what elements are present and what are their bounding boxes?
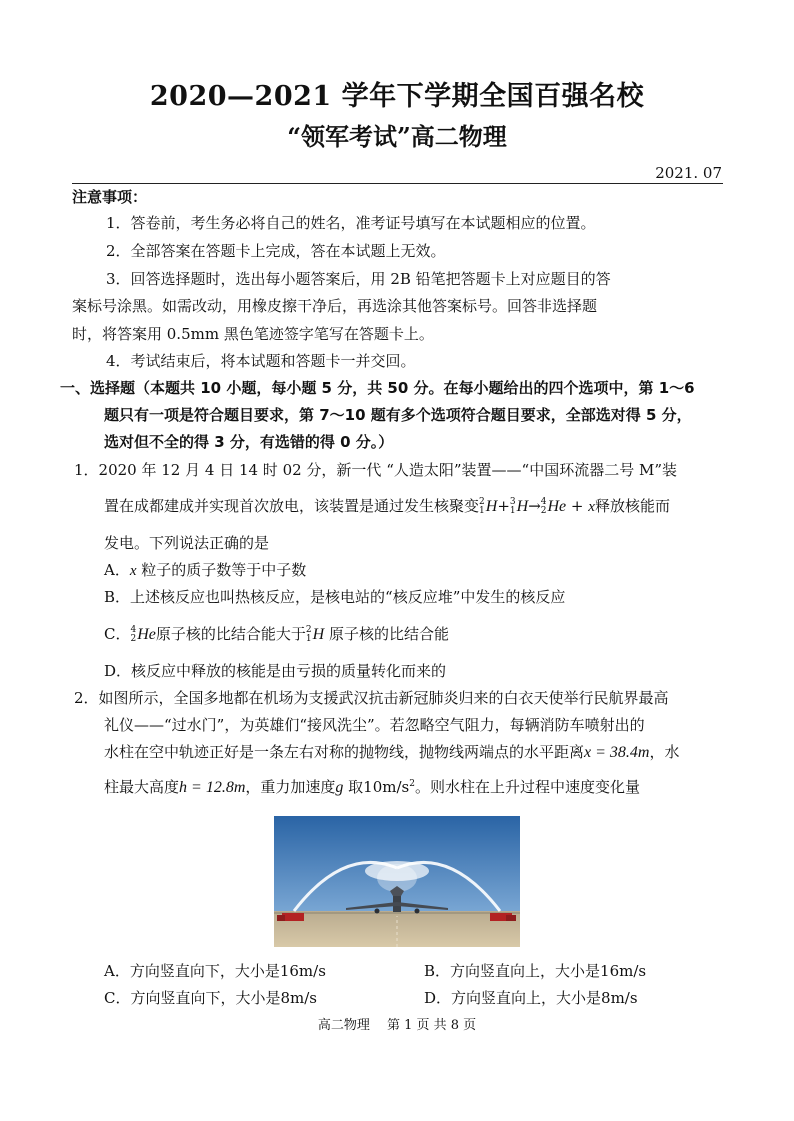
- q1-stem-line2: [104, 495, 670, 516]
- note-1: 1．答卷前，考生务必将自己的姓名，准考证号填写在本试题相应的位置。: [106, 214, 596, 232]
- q1-stem-line1: 1．2020 年 12 月 4 日 14 时 02 分，新一代 “人造太阳”装置——“中国环流器二号 M”装: [74, 461, 678, 479]
- q1-option-b: B．上述核反应也叫热核反应，是核电站的“核反应堆”中发生的核反应: [104, 588, 566, 606]
- note-3-cont: 案标号涂黑。如需改动，用橡皮擦干净后，再选涂其他答案标号。回答非选择题: [72, 297, 598, 315]
- section-heading-cont2: 选对但不全的得 3 分，有选错的得 0 分。）: [104, 433, 394, 451]
- q2-option-b: B．方向竖直向上，大小是16m/s: [424, 962, 647, 980]
- q2-option-a: A．方向竖直向下，大小是16m/s: [104, 962, 326, 980]
- nuclide-tritium: 3 1 H: [509, 497, 529, 516]
- height-eq: h = 12.8m: [179, 779, 246, 796]
- nuclide-deuterium-c: 2 1 H: [305, 625, 325, 644]
- header-rule: [72, 183, 723, 184]
- q2-stem-line2: 礼仪——“过水门”，为英雄们“接风洗尘”。若忽略空气阻力，每辆消防车喷射出的: [104, 716, 645, 734]
- q2-stem-line3: 水柱在空中轨迹正好是一条左右对称的抛物线，抛物线两端点的水平距离x = 38.4m，水: [104, 743, 680, 761]
- plus-sign-2: +: [566, 497, 589, 515]
- q1-stem-line3: 发电。下列说法正确的是: [104, 534, 270, 552]
- exam-subtitle: “领军考试”高二物理: [287, 122, 507, 151]
- water-salute-photo: [274, 816, 520, 947]
- q1-option-d: D．核反应中释放的核能是由亏损的质量转化而来的: [104, 662, 447, 680]
- note-4: 4．考试结束后，将本试题和答题卡一并交回。: [106, 352, 416, 370]
- section-heading: 一、选择题（本题共 10 小题，每小题 5 分，共 50 分。在每小题给出的四个选项中，第 1～6: [60, 379, 695, 397]
- q1-stem-tail: 释放核能而: [594, 497, 670, 515]
- q1-option-c: C． 4 2 He 原子核的比结合能大于 2 1 H 原子核的比结合能: [104, 625, 449, 644]
- note-2: 2．全部答案在答题卡上完成，答在本试题上无效。: [106, 242, 446, 260]
- nuclide-helium-c: 4 2 He: [130, 625, 156, 644]
- note-3-cont2: 时，将答案用 0.5mm 黑色笔迹签字笔写在答题卡上。: [72, 325, 434, 343]
- q1-option-a: A．x 粒子的质子数等于中子数: [104, 561, 307, 579]
- nuclide-deuterium: 2 1 H: [479, 497, 498, 516]
- q2-option-d: D．方向竖直向上，大小是8m/s: [424, 989, 638, 1007]
- particle-x: x: [588, 499, 595, 515]
- page-footer: 高二物理 第 1 页 共 8 页: [317, 1018, 477, 1033]
- q1-stem-text: 置在成都建成并实现首次放电，该装置是通过发生核聚变: [104, 497, 480, 515]
- plus-sign: +: [497, 497, 510, 515]
- note-3: 3．回答选择题时，选出每小题答案后，用 2B 铅笔把答题卡上对应题目的答: [106, 270, 611, 288]
- q2-stem-line1: 2．如图所示，全国多地都在机场为支援武汉抗击新冠肺炎归来的白衣天使举行民航界最高: [74, 689, 669, 707]
- reaction-arrow: →: [528, 497, 541, 515]
- section-heading-cont: 题只有一项是符合题目要求，第 7～10 题有多个选项符合题目要求，全部选对得 5 分，: [104, 406, 692, 424]
- q2-stem-line4: 柱最大高度h = 12.8m，重力加速度g 取$10m/s^2$。则水柱在上升过程中速度变化量: [104, 778, 640, 796]
- nuclide-helium: 4 2 He: [540, 497, 567, 516]
- exam-date: 2021. 07: [655, 164, 722, 182]
- distance-eq: x = 38.4m: [584, 744, 650, 761]
- q2-option-c: C．方向竖直向下，大小是8m/s: [104, 989, 317, 1007]
- exam-title: 2020—2021 学年下学期全国百强名校: [149, 81, 645, 112]
- notes-heading: 注意事项：: [72, 188, 148, 206]
